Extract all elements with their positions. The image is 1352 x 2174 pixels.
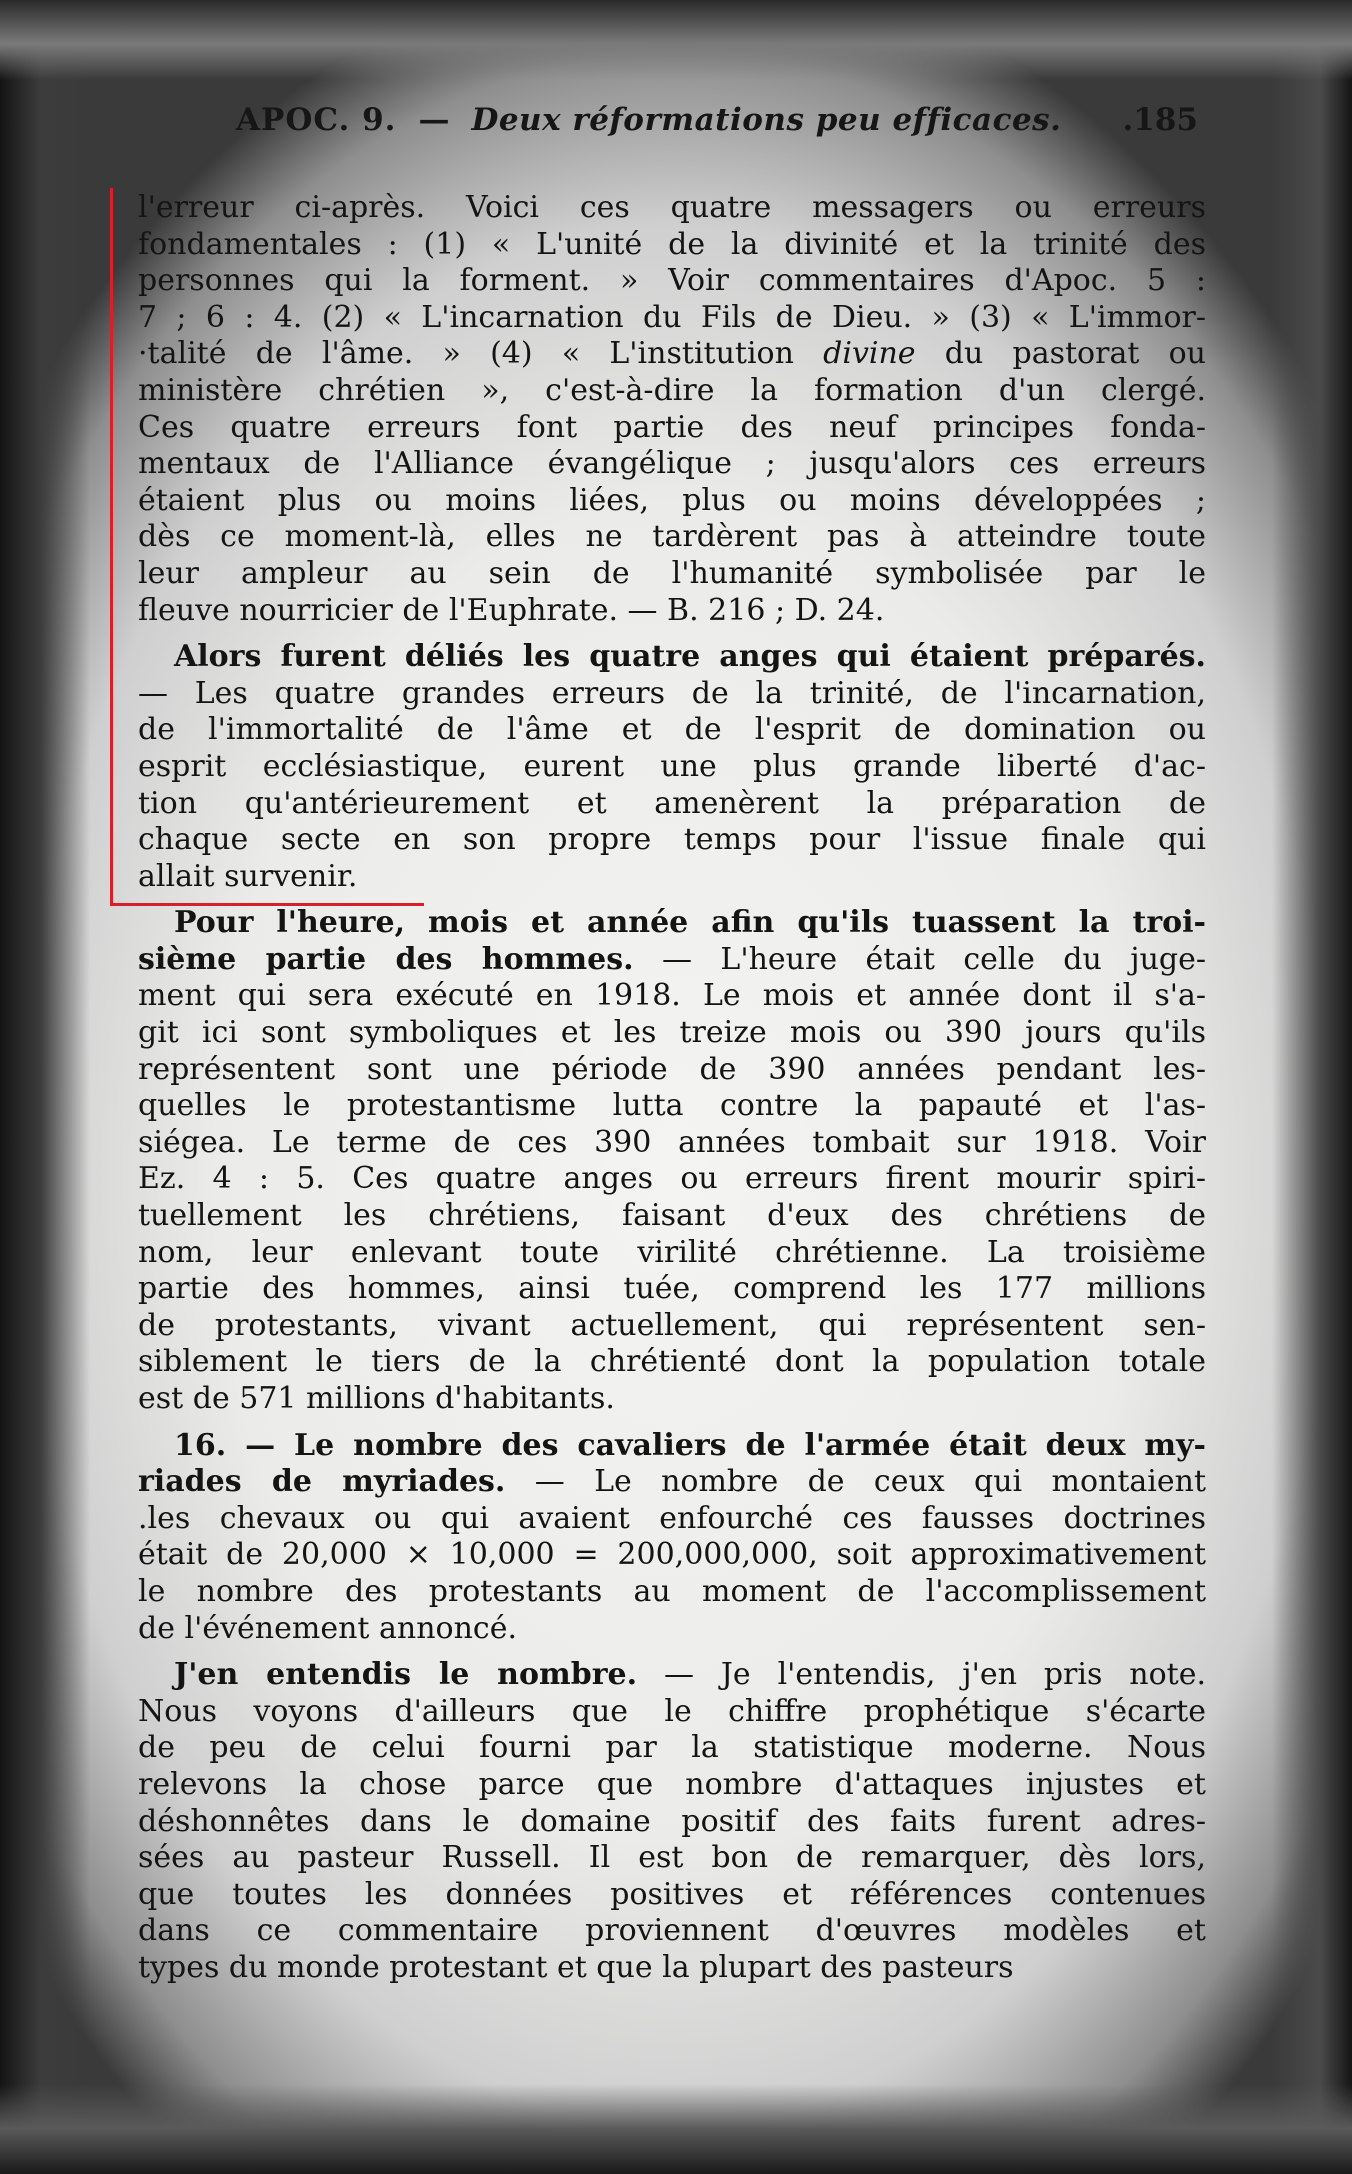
text-line	[138, 1428, 1206, 1465]
text-segment: leur ampleur au sein de l'humanité symbolisée par le	[138, 555, 1206, 591]
text-line	[138, 483, 1206, 520]
text-line	[138, 1913, 1206, 1950]
text-line	[138, 1767, 1206, 1804]
text-line	[138, 978, 1206, 1015]
text-segment: types du monde protestant et que la plupart des pasteurs	[138, 1949, 1014, 1985]
bold-text: riades de myriades.	[138, 1464, 506, 1500]
text-segment: du pastorat ou	[915, 336, 1206, 372]
text-line	[138, 300, 1206, 337]
text-segment: Ces quatre erreurs font partie des neuf principes fonda-	[138, 409, 1206, 445]
text-segment: le nombre des protestants au moment de l'accomplissement	[138, 1573, 1206, 1609]
page-shadow-bottom	[0, 2084, 1352, 2174]
text-segment: que toutes les données positives et références contenues	[138, 1876, 1206, 1912]
bold-text: Alors furent déliés les quatre anges qui étaient préparés.	[174, 639, 1206, 675]
text-line	[138, 712, 1206, 749]
text-segment: — Les quatre grandes erreurs de la trinité, de l'incarnation,	[138, 675, 1206, 711]
text-segment: personnes qui la forment. » Voir commentaires d'Apoc. 5 :	[138, 263, 1206, 299]
text-segment: chaque secte en son propre temps pour l'issue finale qui	[138, 822, 1206, 858]
text-segment: relevons la chose parce que nombre d'attaques injustes et	[138, 1766, 1206, 1802]
text-segment: allait survenir.	[138, 858, 358, 894]
text-line	[138, 1125, 1206, 1162]
text-segment: nom, leur enlevant toute virilité chrétienne. La troisième	[138, 1234, 1206, 1270]
text-segment: sées au pasteur Russell. Il est bon de remarquer, dès lors,	[138, 1840, 1206, 1876]
text-line	[138, 749, 1206, 786]
text-line	[138, 1464, 1206, 1501]
text-line	[138, 593, 1206, 630]
text-segment: quelles le protestantisme lutta contre la papauté et l'as-	[138, 1088, 1206, 1124]
text-line	[138, 639, 1206, 676]
text-segment: étaient plus ou moins liées, plus ou moins développées ;	[138, 482, 1206, 518]
text-segment: .les chevaux ou qui avaient enfourché ces fausses doctrines	[138, 1500, 1206, 1536]
text-segment: représentent sont une période de 390 années pendant les-	[138, 1051, 1206, 1087]
bold-text: J'en entendis le nombre.	[174, 1657, 638, 1693]
text-segment: fleuve nourricier de l'Euphrate. — B. 216 ; D. 24.	[138, 592, 885, 628]
text-segment: de peu de celui fourni par la statistique moderne. Nous	[138, 1730, 1206, 1766]
text-segment: tuellement les chrétiens, faisant d'eux des chrétiens de	[138, 1198, 1206, 1234]
text-line	[138, 1271, 1206, 1308]
text-segment: esprit ecclésiastique, eurent une plus grande liberté d'ac-	[138, 748, 1206, 784]
text-line	[138, 942, 1206, 979]
text-line	[138, 1501, 1206, 1538]
text-segment: tion qu'antérieurement et amenèrent la préparation de	[138, 785, 1206, 821]
paragraph-gap	[138, 895, 1206, 905]
text-line	[138, 1611, 1206, 1648]
italic-text: divine	[823, 336, 916, 372]
text-line	[138, 1161, 1206, 1198]
text-segment: était de 20,000 × 10,000 = 200,000,000, soit approximativement	[138, 1537, 1206, 1573]
text-line	[138, 1015, 1206, 1052]
text-line	[138, 1950, 1206, 1987]
text-segment: partie des hommes, ainsi tuée, comprend les 177 millions	[138, 1271, 1206, 1307]
text-line	[138, 227, 1206, 264]
text-line	[138, 556, 1206, 593]
text-segment: l'erreur ci-après. Voici ces quatre messagers ou erreurs	[138, 190, 1206, 225]
text-segment: siégea. Le terme de ces 390 années tombait sur 1918. Voir	[138, 1124, 1206, 1160]
text-line	[138, 190, 1206, 227]
bold-text: 16. — Le nombre des cavaliers de l'armée était deux my-	[174, 1427, 1206, 1463]
text-segment: Ez. 4 : 5. Ces quatre anges ou erreurs firent mourir spiri-	[138, 1161, 1206, 1197]
page-shadow-left	[0, 0, 90, 2174]
paragraph-gap	[138, 1647, 1206, 1657]
text-segment: est de 571 millions d'habitants.	[138, 1381, 615, 1416]
text-segment: dans ce commentaire proviennent d'œuvres modèles et	[138, 1913, 1206, 1949]
paragraph	[138, 1428, 1206, 1648]
paragraph	[138, 1657, 1206, 1986]
page-number: .185	[1122, 102, 1198, 138]
text-line	[138, 1344, 1206, 1381]
text-segment: siblement le tiers de la chrétienté dont la population totale	[138, 1344, 1206, 1380]
body-text	[138, 190, 1206, 1987]
text-segment: déshonnêtes dans le domaine positif des faits furent adres-	[138, 1803, 1206, 1839]
text-line	[138, 1730, 1206, 1767]
paragraph	[138, 905, 1206, 1417]
text-segment: de protestants, vivant actuellement, qui représentent sen-	[138, 1307, 1206, 1343]
text-line	[138, 1052, 1206, 1089]
text-line	[138, 822, 1206, 859]
paragraph	[138, 639, 1206, 895]
paragraph-gap	[138, 629, 1206, 639]
page-shadow-top	[0, 0, 1352, 80]
text-segment: ment qui sera exécuté en 1918. Le mois et année dont il s'a-	[138, 978, 1206, 1014]
text-segment: Nous voyons d'ailleurs que le chiffre prophétique s'écarte	[138, 1693, 1206, 1729]
text-line	[138, 786, 1206, 823]
text-line	[138, 676, 1206, 713]
text-line	[138, 1198, 1206, 1235]
text-segment: dès ce moment-là, elles ne tardèrent pas à atteindre toute	[138, 519, 1206, 555]
text-segment: 7 ; 6 : 4. (2) « L'incarnation du Fils de Dieu. » (3) « L'immor-	[138, 299, 1206, 335]
text-line	[138, 1308, 1206, 1345]
text-line	[138, 1381, 1206, 1418]
text-line	[138, 1657, 1206, 1694]
text-segment: git ici sont symboliques et les treize mois ou 390 jours qu'ils	[138, 1015, 1206, 1051]
text-line	[138, 859, 1206, 896]
text-line	[138, 1088, 1206, 1125]
text-line	[138, 519, 1206, 556]
chapter-title: Deux réformations peu efficaces.	[471, 102, 1062, 138]
text-segment: — Le nombre de ceux qui montaient	[505, 1464, 1206, 1500]
text-line	[138, 263, 1206, 300]
text-line	[138, 1840, 1206, 1877]
book-reference: APOC. 9.	[236, 102, 397, 138]
text-line	[138, 336, 1206, 373]
text-line	[138, 1804, 1206, 1841]
text-segment: — L'heure était celle du juge-	[633, 941, 1206, 977]
text-segment: de l'événement annoncé.	[138, 1610, 517, 1646]
text-line	[138, 1694, 1206, 1731]
bold-text: sième partie des hommes.	[138, 941, 634, 977]
text-segment: fondamentales : (1) « L'unité de la divinité et la trinité des	[138, 226, 1206, 262]
text-line	[138, 373, 1206, 410]
text-segment: de l'immortalité de l'âme et de l'esprit de domination ou	[138, 712, 1206, 748]
text-segment: ministère chrétien », c'est-à-dire la formation d'un clergé.	[138, 372, 1206, 408]
text-line	[138, 410, 1206, 447]
text-segment: ·talité de l'âme. » (4) « L'institution	[138, 336, 824, 372]
text-line	[138, 1877, 1206, 1914]
text-line	[138, 1537, 1206, 1574]
text-line	[138, 905, 1206, 942]
paragraph-gap	[138, 1418, 1206, 1428]
text-line	[138, 446, 1206, 483]
text-line	[138, 1574, 1206, 1611]
header-dash: —	[418, 102, 450, 138]
paragraph	[138, 190, 1206, 629]
text-line	[138, 1235, 1206, 1272]
running-head	[236, 102, 1206, 146]
page-shadow-right	[1272, 0, 1352, 2174]
text-segment: mentaux de l'Alliance évangélique ; jusqu'alors ces erreurs	[138, 446, 1206, 482]
bold-text: Pour l'heure, mois et année afin qu'ils tuassent la troi-	[174, 905, 1206, 941]
text-segment: — Je l'entendis, j'en pris note.	[637, 1657, 1207, 1693]
